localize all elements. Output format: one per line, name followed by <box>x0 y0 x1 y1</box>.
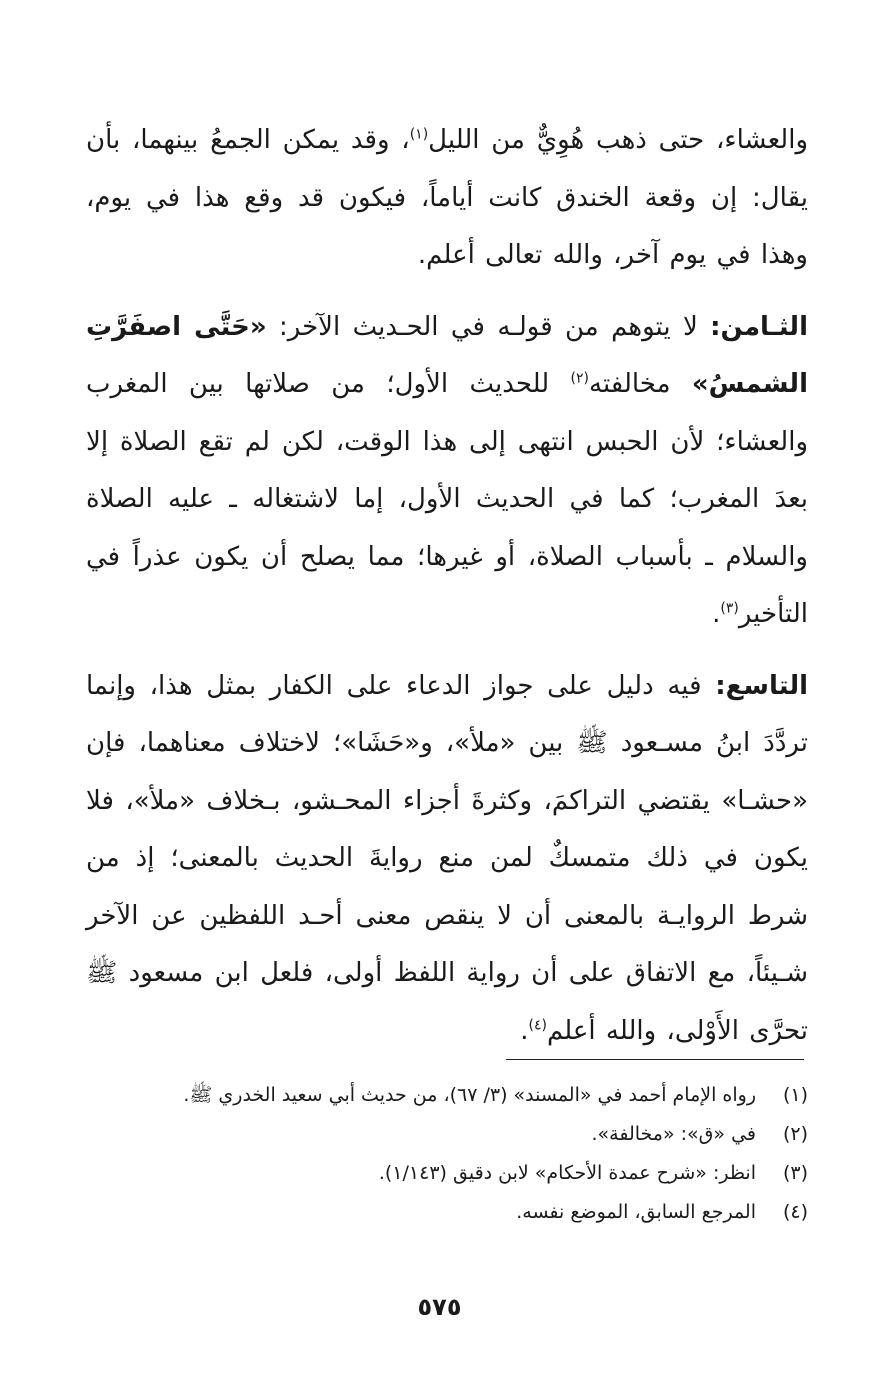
bold-run: التاسع: <box>715 670 808 701</box>
bold-run: «حَتَّى اصفَرَّتِ الشمسُ» <box>86 311 808 399</box>
footnote-ref: (٣) <box>720 600 739 617</box>
text-run: والعشاء، حتى ذهب هُوِيٌّ من الليل <box>428 125 808 155</box>
footnote-1 <box>86 1076 808 1115</box>
footnote-number: (١) <box>782 1084 808 1106</box>
bold-run: الثـامن: <box>710 311 808 342</box>
text-run: للحديث الأول؛ من صلاتها بين المغرب والعشاء؛ لأن الحبس انتهى إلى هذا الوقت، لكن لم تقع الصلاة إلا بعدَ المغرب؛ كما في الحديث الأول، إما لاشتغاله ـ عليه الصلاة والسلام ـ بأسباب الصلاة، أو غيرها؛ مما يصلح أن يكون عذراً في التأخير <box>86 369 808 629</box>
footnote-divider <box>506 1059 804 1060</box>
footnote-ref: (١) <box>409 126 429 143</box>
text-run: فيه دليل على جواز الدعاء على الكفار بمثل هذا، وإنما تردَّدَ ابنُ مسـعود ﷺ بين «ملأ»، و«حَشَا»؛ لاختلاف معناهما، فإن «حشـا» يقتضي التراكمَ، وكثرةَ أجزاء المحـشو، بـخلاف «ملأ»، فلا يكون في ذلك متمسكٌ لمن منع روايةَ الحديث بالمعنى؛ إذ من شرط الروايـة بالمعنى أن لا ينقص معنى أحـد اللفظين عن الآخر شـيئاً، مع الاتفاق على أن رواية اللفظ أولى، فلعل ابن مسعود ﷺ تحرَّى الأَوْلى، والله أعلم <box>86 670 808 1046</box>
footnotes <box>86 1076 808 1232</box>
footnote-ref: (٤) <box>528 1016 547 1033</box>
text-run: لا يتوهم من قولـه في الحـديث الآخر: <box>266 311 711 342</box>
footnote-4 <box>86 1193 808 1232</box>
text-run: . <box>520 1015 529 1046</box>
text-run: ، وقد يمكن الجمعُ بينهما، بأن يقال: إن وقعة الخندق كانت أياماً، فيكون قد وقع هذا في يوم، وهذا في يوم آخر، والله تعالى أعلم. <box>86 125 808 270</box>
footnote-number: (٢) <box>782 1123 808 1145</box>
footnote-text: المرجع السابق، الموضع نفسه. <box>516 1201 756 1223</box>
footnote-number: (٣) <box>782 1162 808 1184</box>
page-number: ٥٧٥ <box>417 1293 462 1321</box>
paragraph-2 <box>86 299 808 644</box>
footnote-text: في «ق»: «مخالفة». <box>591 1123 756 1145</box>
paragraph-1 <box>86 112 808 285</box>
main-text <box>86 112 808 1060</box>
text-run: مخالفته <box>589 369 692 399</box>
text-run: . <box>712 599 721 629</box>
footnote-text: رواه الإمام أحمد في «المسند» (٣/ ٦٧)، من حديث أبي سعيد الخدري ﷺ. <box>183 1084 756 1106</box>
footnote-text: انظر: «شرح عمدة الأحكام» لابن دقيق (١/١٤٣). <box>378 1162 756 1184</box>
footnote-3 <box>86 1154 808 1193</box>
footnote-number: (٤) <box>782 1201 808 1223</box>
paragraph-3 <box>86 658 808 1061</box>
footnote-2 <box>86 1115 808 1154</box>
footnote-ref: (٢) <box>570 370 590 387</box>
